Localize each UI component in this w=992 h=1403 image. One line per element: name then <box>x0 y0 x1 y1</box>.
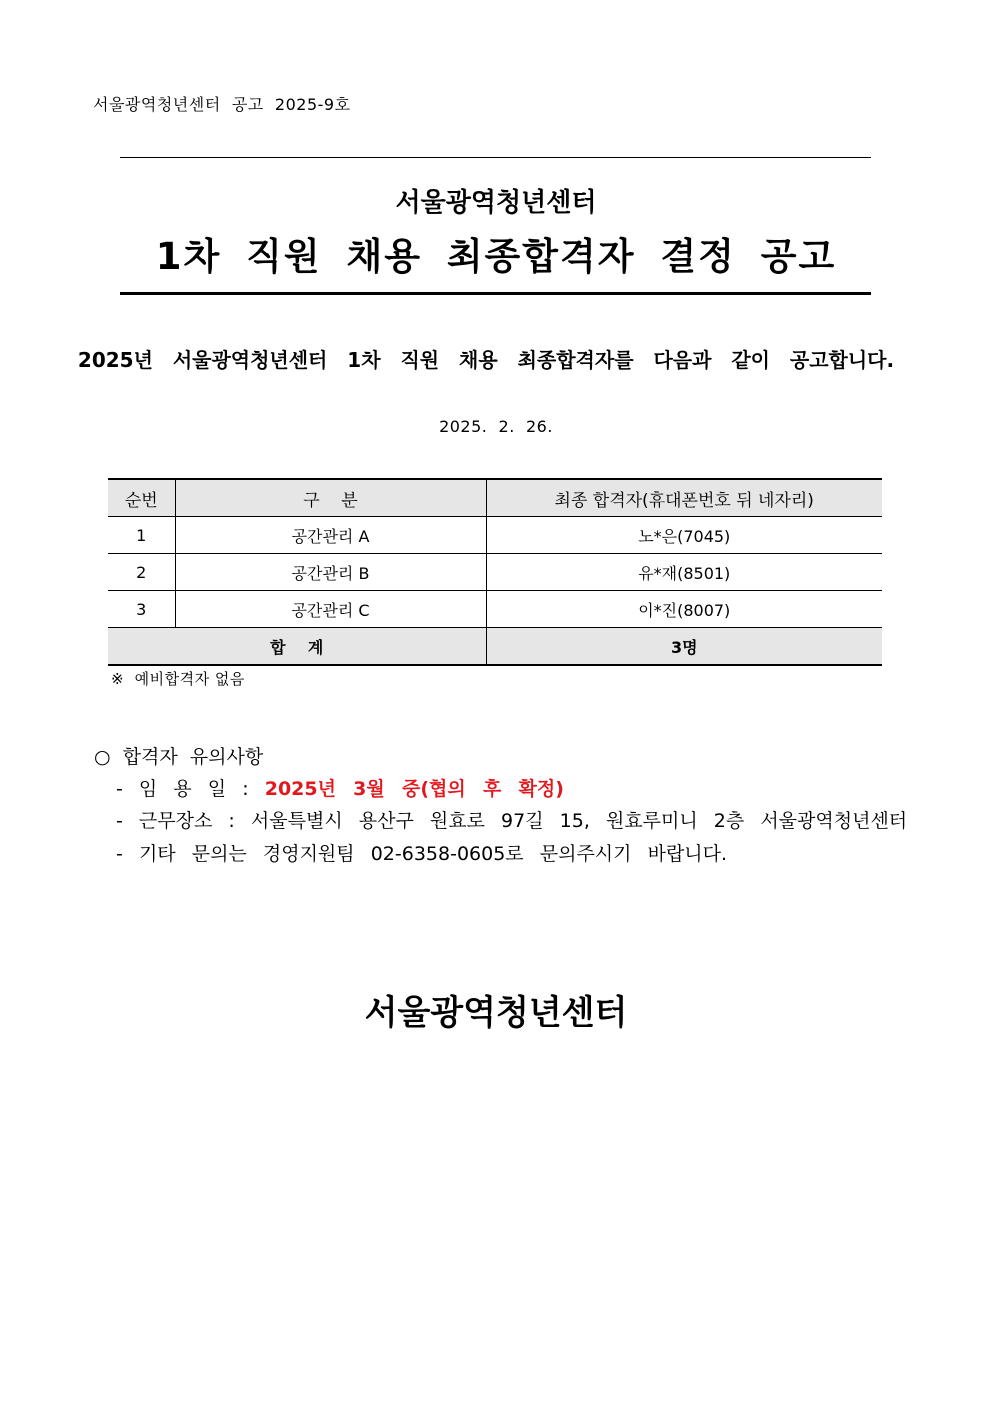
row-number: 1 <box>108 517 175 554</box>
lead-text: 2025년 서울광역청년센터 1차 직원 채용 최종합격자를 다음과 같이 공고합니다. <box>77 348 895 372</box>
row-number: 3 <box>108 591 175 628</box>
row-category: 공간관리 A <box>175 517 486 554</box>
caution-heading: ○ 합격자 유의사항 <box>94 746 264 768</box>
announcement-date: 2025. 2. 26. <box>439 417 553 436</box>
title-divider <box>120 292 871 295</box>
table-row <box>108 591 882 628</box>
org-title: 서울광역청년센터 <box>395 188 597 218</box>
reserve-note: ※ 예비합격자 없음 <box>111 670 245 688</box>
caution-workplace <box>116 806 907 833</box>
table-row <box>108 554 882 591</box>
workplace-value: 서울특별시 용산구 원효로 97길 15, 원효루미니 2층 서울광역청년센터 <box>250 810 908 832</box>
row-winner: 유*재(8501) <box>486 554 882 591</box>
start-date-value: 2025년 3월 중(협의 후 확정) <box>264 778 564 800</box>
table-header-row <box>108 479 882 517</box>
caution-label: - 근무장소 : <box>116 810 251 832</box>
table-total-row <box>108 628 882 666</box>
header-category: 구 분 <box>175 479 486 517</box>
row-category: 공간관리 B <box>175 554 486 591</box>
total-label: 합 계 <box>108 628 486 666</box>
header-number: 순번 <box>108 479 175 517</box>
caution-label: - 임 용 일 : <box>116 778 265 800</box>
row-number: 2 <box>108 554 175 591</box>
caution-start-date <box>116 774 564 801</box>
header-winner: 최종 합격자(휴대폰번호 뒤 네자리) <box>486 479 882 517</box>
inquiry-value: 기타 문의는 경영지원팀 02-6358-0605로 문의주시기 바랍니다. <box>138 843 728 865</box>
page-title: 1차 직원 채용 최종합격자 결정 공고 <box>155 235 837 278</box>
row-winner: 이*진(8007) <box>486 591 882 628</box>
notice-number: 서울광역청년센터 공고 2025-9호 <box>93 95 351 114</box>
caution-label: - <box>116 843 139 865</box>
footer-org-name: 서울광역청년센터 <box>364 993 628 1033</box>
total-value: 3명 <box>486 628 882 666</box>
row-winner: 노*은(7045) <box>486 517 882 554</box>
result-table <box>108 478 882 666</box>
row-category: 공간관리 C <box>175 591 486 628</box>
top-divider <box>120 157 871 158</box>
caution-inquiry <box>116 839 727 866</box>
table-row <box>108 517 882 554</box>
